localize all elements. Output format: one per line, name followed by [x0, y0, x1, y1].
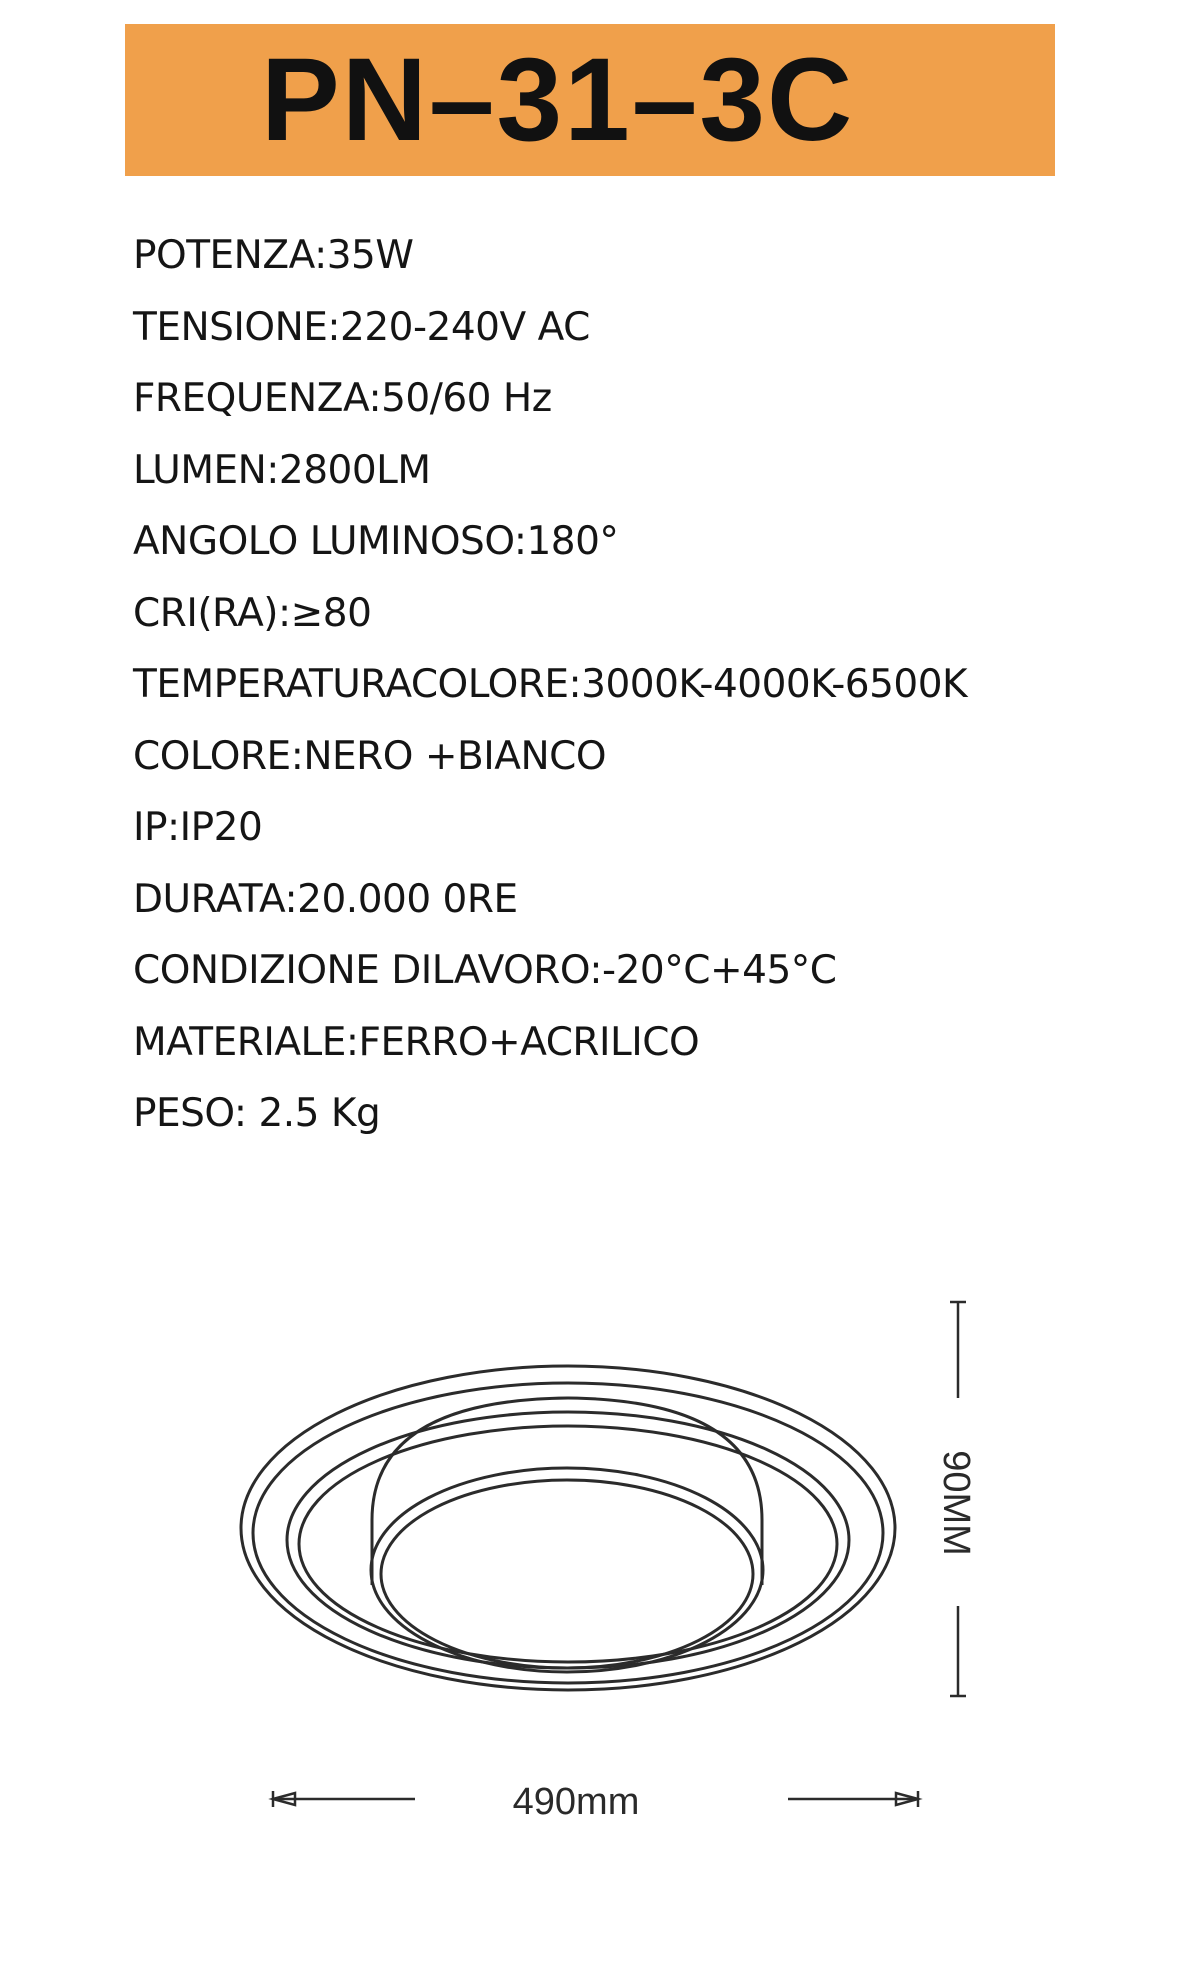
spec-lumen: LUMEN:2800LM — [133, 447, 431, 493]
dome-top — [372, 1398, 762, 1520]
spec-ip-rating: IP:IP20 — [133, 805, 263, 850]
model-title: PN–31–3C — [261, 34, 855, 166]
spec-frequency: FREQUENZA:50/60 Hz — [133, 376, 552, 421]
spec-beam-angle: ANGOLO LUMINOSO:180° — [133, 519, 619, 564]
spec-weight: PESO: 2.5 Kg — [133, 1091, 381, 1136]
lens-inner — [381, 1480, 753, 1668]
spec-list — [133, 220, 967, 1150]
spec-voltage: TENSIONE:220-240V AC — [133, 304, 590, 350]
spec-color-temperature: TEMPERATURACOLORE:3000K-4000K-6500K — [133, 662, 968, 707]
outer-ring-outer — [241, 1366, 895, 1690]
lamp-dimension-drawing — [0, 1250, 1178, 1900]
outer-ring-inner — [253, 1383, 883, 1683]
lamp-outline — [241, 1366, 895, 1690]
width-label: 490mm — [512, 1781, 640, 1823]
spec-working-condition: CONDIZIONE DILAVORO:-20°C+45°C — [133, 948, 837, 993]
spec-power: POTENZA:35W — [133, 233, 414, 278]
lens-outer — [371, 1468, 763, 1672]
spec-color: COLORE:NERO +BIANCO — [133, 733, 607, 779]
spec-material: MATERIALE:FERRO+ACRILICO — [133, 1019, 700, 1065]
title-banner — [125, 24, 1055, 176]
height-label: 90MM — [935, 1450, 977, 1556]
spec-lifetime: DURATA:20.000 0RE — [133, 876, 518, 922]
spec-cri: CRI(RA):≥80 — [133, 590, 372, 636]
